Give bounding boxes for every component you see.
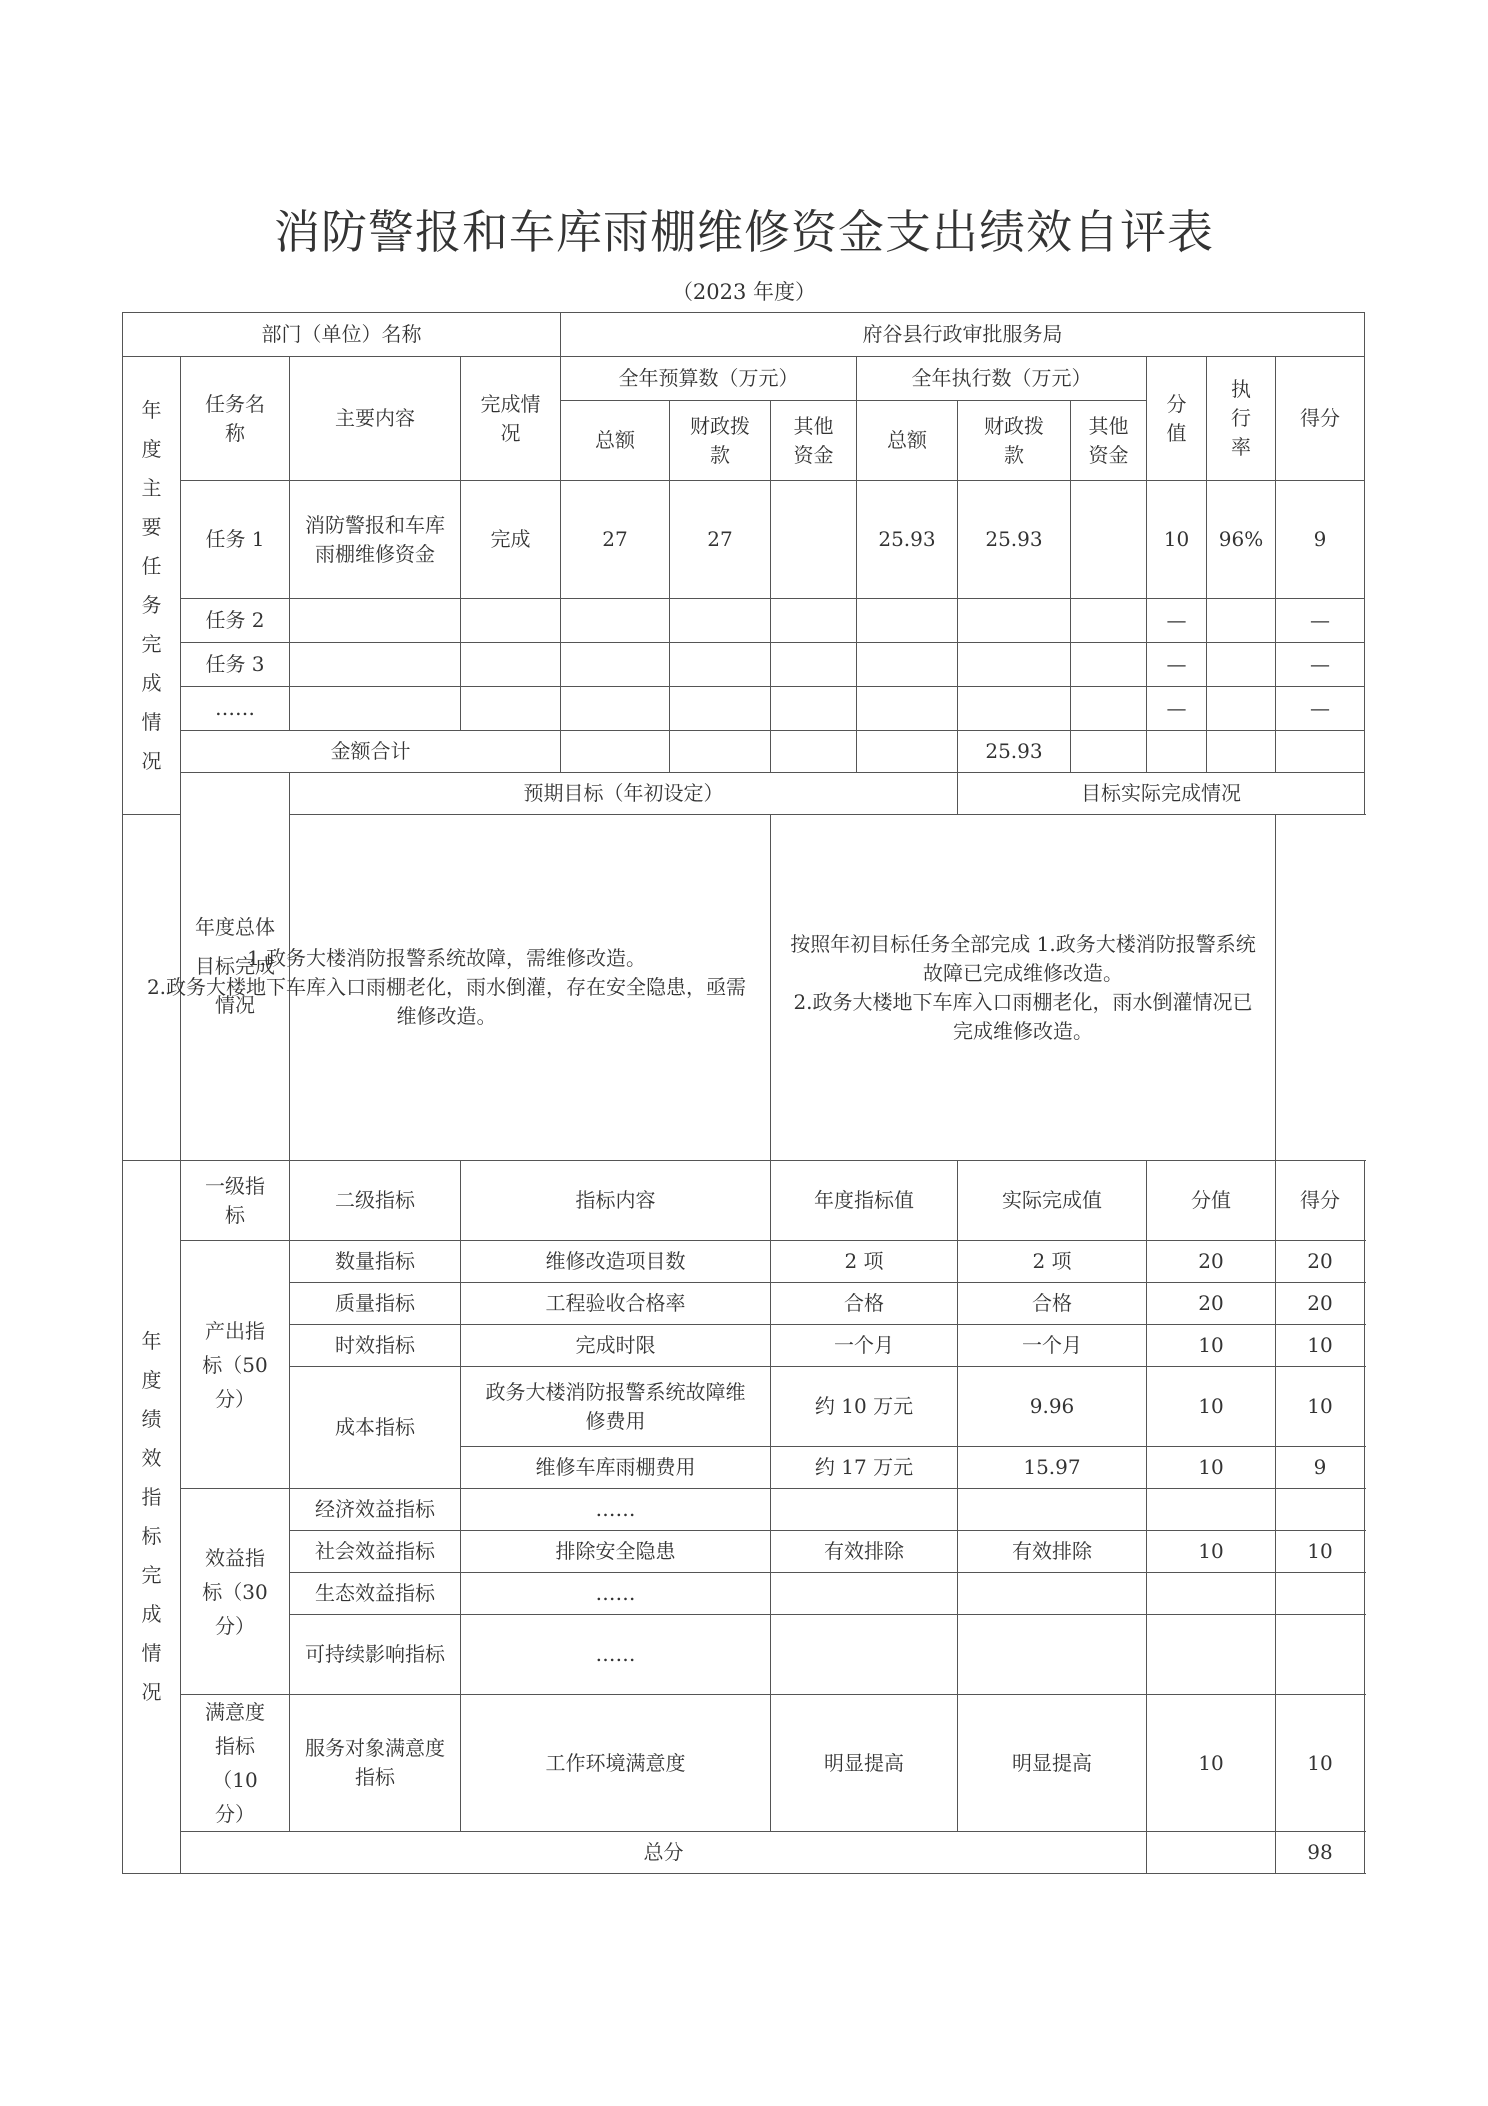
exec-fiscal-header: 财政拨款 bbox=[958, 401, 1071, 481]
actual-goal-line-1: 按照年初目标任务全部完成 1.政务大楼消防报警系统故障已完成维修改造。 bbox=[790, 931, 1256, 985]
task-content: 消防警报和车库雨棚维修资金 bbox=[290, 481, 461, 599]
task-row bbox=[123, 481, 1365, 599]
indicator-content: 排除安全隐患 bbox=[461, 1531, 771, 1573]
indicator-row bbox=[123, 1241, 1365, 1283]
task-row bbox=[123, 643, 1365, 687]
exec-fiscal bbox=[958, 687, 1071, 731]
indicator-target: 约 10 万元 bbox=[771, 1367, 958, 1447]
budget-total bbox=[561, 599, 670, 643]
task-content bbox=[290, 599, 461, 643]
expected-goal-line-2: 2.政务大楼地下车库入口雨棚老化，雨水倒灌，存在安全隐患，亟需维修改造。 bbox=[146, 975, 747, 1028]
indicator-content: 政务大楼消防报警系统故障维修费用 bbox=[461, 1367, 771, 1447]
task-value: — bbox=[1147, 687, 1207, 731]
benefit-indicator-label: 效益指标（30分） bbox=[181, 1489, 290, 1695]
indicator-actual: 合格 bbox=[958, 1283, 1147, 1325]
task-name-header: 任务名称 bbox=[181, 357, 290, 481]
task-content-header: 主要内容 bbox=[290, 357, 461, 481]
value-header: 分值 bbox=[1147, 1161, 1276, 1241]
indicator-score: 10 bbox=[1276, 1325, 1365, 1367]
target-header: 年度指标值 bbox=[771, 1161, 958, 1241]
task-row bbox=[123, 599, 1365, 643]
indicator-content: 维修改造项目数 bbox=[461, 1241, 771, 1283]
indicators-side-label: 年度绩效指标完成情况 bbox=[123, 1161, 181, 1874]
sum-rate bbox=[1207, 731, 1276, 773]
budget-other-header: 其他资金 bbox=[771, 401, 857, 481]
sum-exec-other bbox=[1071, 731, 1147, 773]
sum-budget-fiscal bbox=[670, 731, 771, 773]
satisfaction-indicator-label: 满意度指标（10分） bbox=[181, 1695, 290, 1832]
total-score: 98 bbox=[1276, 1832, 1365, 1874]
budget-other bbox=[771, 599, 857, 643]
indicator-score: 10 bbox=[1276, 1367, 1365, 1447]
budget-fiscal-header: 财政拨款 bbox=[670, 401, 771, 481]
actual-goal-line-2: 2.政务大楼地下车库入口雨棚老化，雨水倒灌情况已完成维修改造。 bbox=[793, 989, 1253, 1043]
level2-label: 服务对象满意度指标 bbox=[290, 1695, 461, 1832]
exec-fiscal: 25.93 bbox=[958, 481, 1071, 599]
indicator-row bbox=[123, 1367, 1365, 1447]
task-status bbox=[461, 599, 561, 643]
budget-other bbox=[771, 643, 857, 687]
task-content bbox=[290, 687, 461, 731]
indicator-target bbox=[771, 1489, 958, 1531]
exec-other bbox=[1071, 599, 1147, 643]
indicator-row bbox=[123, 1325, 1365, 1367]
actual-goal-header: 目标实际完成情况 bbox=[958, 773, 1365, 815]
score-header: 得分 bbox=[1276, 357, 1365, 481]
indicator-target: 合格 bbox=[771, 1283, 958, 1325]
dept-value: 府谷县行政审批服务局 bbox=[561, 313, 1365, 357]
task-status-header: 完成情况 bbox=[461, 357, 561, 481]
indicator-value: 20 bbox=[1147, 1283, 1276, 1325]
task-status bbox=[461, 687, 561, 731]
sum-label: 金额合计 bbox=[181, 731, 561, 773]
task-name: 任务 3 bbox=[181, 643, 290, 687]
total-label: 总分 bbox=[181, 1832, 1147, 1874]
indicator-actual: 2 项 bbox=[958, 1241, 1147, 1283]
task-value: 10 bbox=[1147, 481, 1207, 599]
actual-goal-text bbox=[771, 815, 1276, 1161]
indicator-target bbox=[771, 1615, 958, 1695]
indicator-content: …… bbox=[461, 1615, 771, 1695]
indicator-score: 20 bbox=[1276, 1283, 1365, 1325]
level2-label: 经济效益指标 bbox=[290, 1489, 461, 1531]
indicator-row bbox=[123, 1573, 1365, 1615]
sum-row bbox=[123, 731, 1365, 773]
task-value: — bbox=[1147, 599, 1207, 643]
indicator-value: 10 bbox=[1147, 1695, 1276, 1832]
budget-other bbox=[771, 687, 857, 731]
exec-total bbox=[857, 687, 958, 731]
indicator-row bbox=[123, 1489, 1365, 1531]
indicator-score: 9 bbox=[1276, 1447, 1365, 1489]
indicator-value: 10 bbox=[1147, 1531, 1276, 1573]
task-name: …… bbox=[181, 687, 290, 731]
indicator-actual: 9.96 bbox=[958, 1367, 1147, 1447]
exec-total-header: 总额 bbox=[857, 401, 958, 481]
task-status bbox=[461, 643, 561, 687]
task-rate bbox=[1207, 599, 1276, 643]
indicator-row bbox=[123, 1615, 1365, 1695]
sum-value bbox=[1147, 731, 1207, 773]
level2-label: 质量指标 bbox=[290, 1283, 461, 1325]
indicator-actual bbox=[958, 1489, 1147, 1531]
exec-total: 25.93 bbox=[857, 481, 958, 599]
level2-label: 时效指标 bbox=[290, 1325, 461, 1367]
exec-header: 全年执行数（万元） bbox=[857, 357, 1147, 401]
indicator-value bbox=[1147, 1615, 1276, 1695]
exec-fiscal bbox=[958, 599, 1071, 643]
indicator-value: 20 bbox=[1147, 1241, 1276, 1283]
budget-other bbox=[771, 481, 857, 599]
level2-label: 数量指标 bbox=[290, 1241, 461, 1283]
indicator-target bbox=[771, 1573, 958, 1615]
level2-header: 二级指标 bbox=[290, 1161, 461, 1241]
expected-goal-header: 预期目标（年初设定） bbox=[290, 773, 958, 815]
indicator-target: 明显提高 bbox=[771, 1695, 958, 1832]
task-rate: 96% bbox=[1207, 481, 1276, 599]
indicator-actual: 有效排除 bbox=[958, 1531, 1147, 1573]
indicator-score bbox=[1276, 1615, 1365, 1695]
score-value-header: 分值 bbox=[1147, 357, 1207, 481]
page-title: 消防警报和车库雨棚维修资金支出绩效自评表 bbox=[274, 205, 1214, 259]
indicator-value: 10 bbox=[1147, 1325, 1276, 1367]
total-value bbox=[1147, 1832, 1276, 1874]
indicator-value bbox=[1147, 1573, 1276, 1615]
indicator-value: 10 bbox=[1147, 1447, 1276, 1489]
indicator-target: 有效排除 bbox=[771, 1531, 958, 1573]
task-status: 完成 bbox=[461, 481, 561, 599]
indicator-content: 工程验收合格率 bbox=[461, 1283, 771, 1325]
indicator-actual: 一个月 bbox=[958, 1325, 1147, 1367]
budget-header: 全年预算数（万元） bbox=[561, 357, 857, 401]
exec-other bbox=[1071, 687, 1147, 731]
expected-goal-text bbox=[123, 815, 771, 1161]
indicator-score: 20 bbox=[1276, 1241, 1365, 1283]
task-score: — bbox=[1276, 599, 1365, 643]
indicator-target: 一个月 bbox=[771, 1325, 958, 1367]
level1-header: 一级指标 bbox=[181, 1161, 290, 1241]
indicator-actual: 15.97 bbox=[958, 1447, 1147, 1489]
budget-fiscal: 27 bbox=[670, 481, 771, 599]
indicator-content: …… bbox=[461, 1573, 771, 1615]
sum-exec-total bbox=[857, 731, 958, 773]
indicator-row bbox=[123, 1531, 1365, 1573]
indicator-actual: 明显提高 bbox=[958, 1695, 1147, 1832]
budget-total bbox=[561, 687, 670, 731]
exec-fiscal bbox=[958, 643, 1071, 687]
total-row bbox=[123, 1832, 1365, 1874]
cost-indicator-label: 成本指标 bbox=[290, 1367, 461, 1489]
indicator-target: 约 17 万元 bbox=[771, 1447, 958, 1489]
indicator-value bbox=[1147, 1489, 1276, 1531]
budget-total-header: 总额 bbox=[561, 401, 670, 481]
indicator-actual bbox=[958, 1573, 1147, 1615]
indicator-score: 10 bbox=[1276, 1531, 1365, 1573]
indicator-score bbox=[1276, 1489, 1365, 1531]
actual-header: 实际完成值 bbox=[958, 1161, 1147, 1241]
budget-fiscal bbox=[670, 643, 771, 687]
task-score: — bbox=[1276, 687, 1365, 731]
indicator-score-header: 得分 bbox=[1276, 1161, 1365, 1241]
budget-total bbox=[561, 643, 670, 687]
exec-other-header: 其他资金 bbox=[1071, 401, 1147, 481]
task-name: 任务 1 bbox=[181, 481, 290, 599]
goals-side-label: 年度总体目标完成情况 bbox=[181, 773, 290, 1161]
exec-total bbox=[857, 643, 958, 687]
task-score: — bbox=[1276, 643, 1365, 687]
indicator-value: 10 bbox=[1147, 1367, 1276, 1447]
level2-label: 可持续影响指标 bbox=[290, 1615, 461, 1695]
task-name: 任务 2 bbox=[181, 599, 290, 643]
evaluation-table bbox=[122, 312, 1365, 1874]
task-content bbox=[290, 643, 461, 687]
task-row bbox=[123, 687, 1365, 731]
indicator-row bbox=[123, 1283, 1365, 1325]
budget-fiscal bbox=[670, 599, 771, 643]
indicator-row bbox=[123, 1695, 1365, 1832]
dept-row bbox=[123, 313, 1365, 357]
indicator-score: 10 bbox=[1276, 1695, 1365, 1832]
sum-budget-total bbox=[561, 731, 670, 773]
indicator-target: 2 项 bbox=[771, 1241, 958, 1283]
output-indicator-label: 产出指标（50分） bbox=[181, 1241, 290, 1489]
indicator-content: 维修车库雨棚费用 bbox=[461, 1447, 771, 1489]
sum-budget-other bbox=[771, 731, 857, 773]
exec-other bbox=[1071, 481, 1147, 599]
sum-exec-fiscal: 25.93 bbox=[958, 731, 1071, 773]
task-rate bbox=[1207, 643, 1276, 687]
task-value: — bbox=[1147, 643, 1207, 687]
expected-goal-line-1: 1.政务大楼消防报警系统故障，需维修改造。 bbox=[246, 946, 647, 970]
exec-total bbox=[857, 599, 958, 643]
level2-label: 生态效益指标 bbox=[290, 1573, 461, 1615]
indicator-content: …… bbox=[461, 1489, 771, 1531]
dept-label: 部门（单位）名称 bbox=[123, 313, 561, 357]
indicator-content: 完成时限 bbox=[461, 1325, 771, 1367]
level2-label: 社会效益指标 bbox=[290, 1531, 461, 1573]
year-subtitle: （2023 年度） bbox=[671, 280, 817, 304]
sum-score bbox=[1276, 731, 1365, 773]
task-rate bbox=[1207, 687, 1276, 731]
tasks-side-label: 年度主要任务完成情况 bbox=[123, 357, 181, 815]
exec-other bbox=[1071, 643, 1147, 687]
budget-total: 27 bbox=[561, 481, 670, 599]
budget-fiscal bbox=[670, 687, 771, 731]
content-header: 指标内容 bbox=[461, 1161, 771, 1241]
task-score: 9 bbox=[1276, 481, 1365, 599]
indicator-content: 工作环境满意度 bbox=[461, 1695, 771, 1832]
indicator-actual bbox=[958, 1615, 1147, 1695]
indicator-score bbox=[1276, 1573, 1365, 1615]
rate-header: 执行率 bbox=[1207, 357, 1276, 481]
